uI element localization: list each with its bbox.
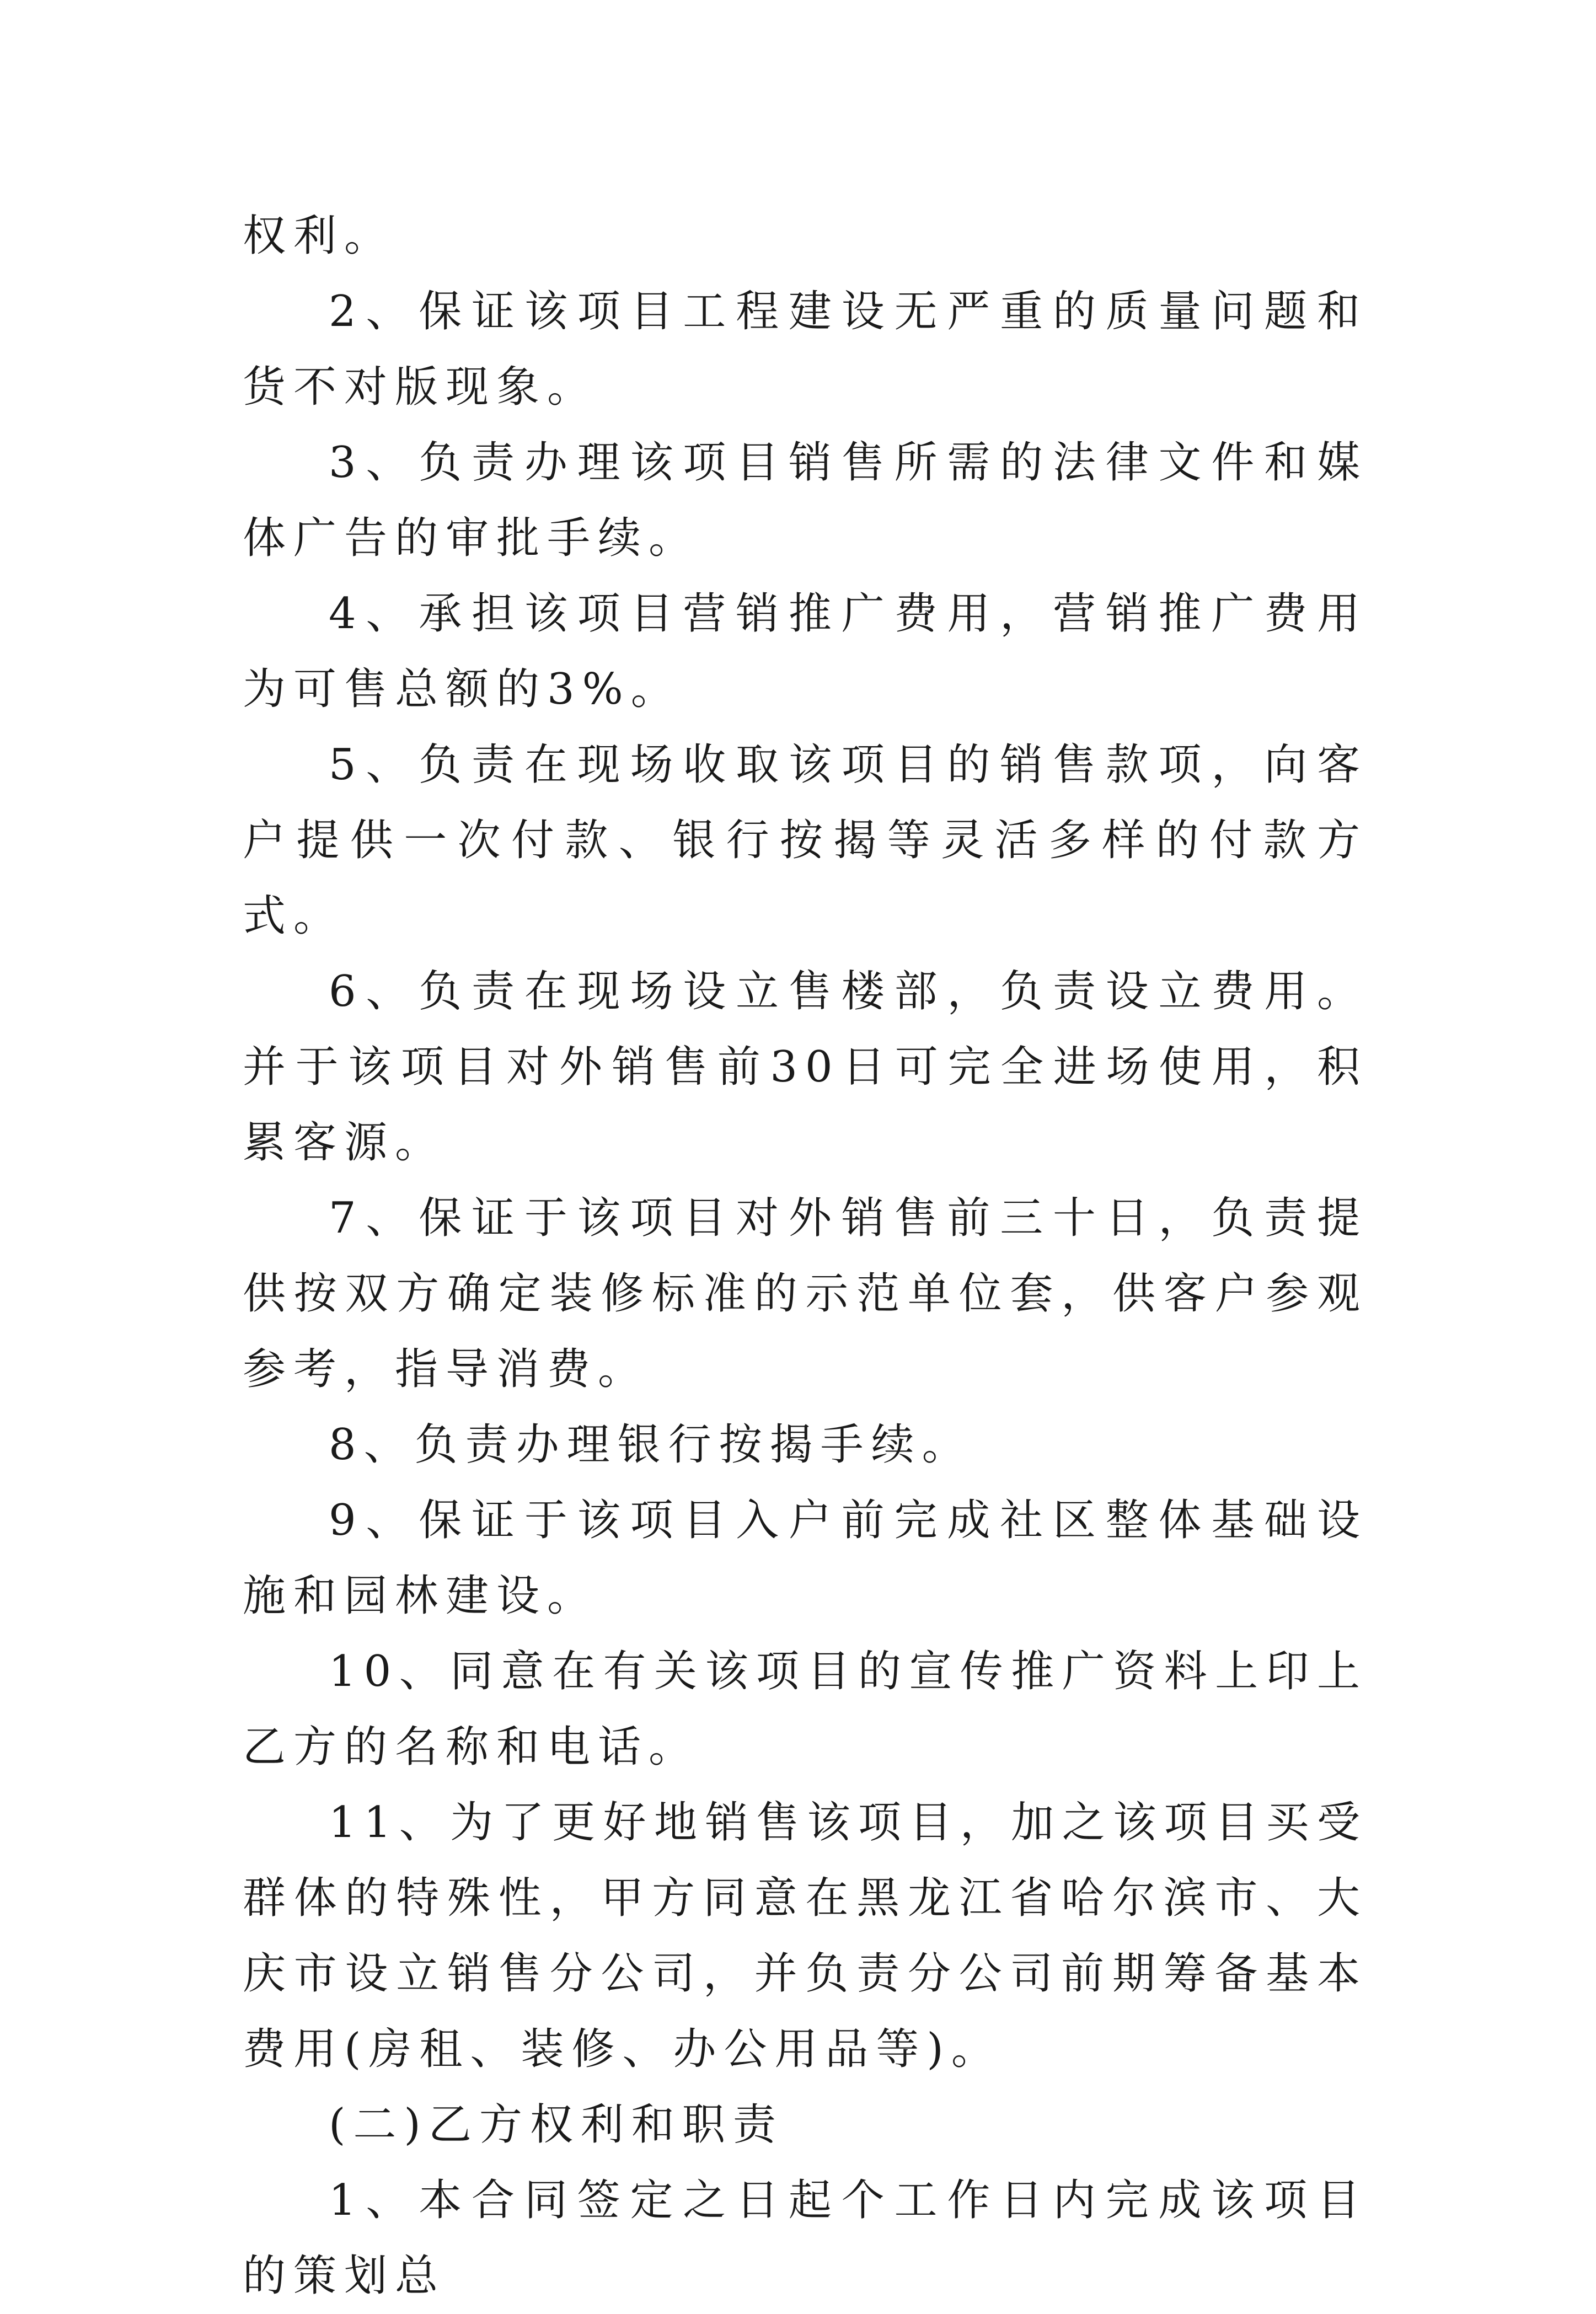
paragraph-12: 1、本合同签定之日起个工作日内完成该项目的策划总 (243, 2176, 1368, 2301)
paragraph-11: 11、为了更好地销售该项目，加之该项目买受群体的特殊性，甲方同意在黑龙江省哈尔滨市、大庆市设立销售分公司，并负责分公司前期筹备基本费用(房租、装修、办公用品等)。 (243, 1798, 1368, 2074)
paragraph-8: 8、负责办理银行按揭手续。 (329, 1420, 973, 1470)
paragraph-5: 5、负责在现场收取该项目的销售款项，向客户提供一次付款、银行按揭等灵活多样的付款方式。 (243, 740, 1368, 941)
document-body (243, 199, 1368, 2314)
paragraph-6: 6、负责在现场设立售楼部，负责设立费用。并于该项目对外销售前30日可完全进场使用，积累客源。 (243, 967, 1368, 1167)
paragraph-4: 4、承担该项目营销推广费用，营销推广费用为可售总额的3%。 (243, 589, 1368, 714)
paragraph-7: 7、保证于该项目对外销售前三十日，负责提供按双方确定装修标准的示范单位套，供客户参观参考，指导消费。 (243, 1193, 1368, 1394)
paragraph-3: 3、负责办理该项目销售所需的法律文件和媒体广告的审批手续。 (243, 438, 1368, 563)
paragraph-2: 2、保证该项目工程建设无严重的质量问题和货不对版现象。 (243, 287, 1368, 412)
paragraph-1: 权利。 (243, 211, 395, 261)
paragraph-9: 9、保证于该项目入户前完成社区整体基础设施和园林建设。 (243, 1496, 1368, 1621)
paragraph-10: 10、同意在有关该项目的宣传推广资料上印上乙方的名称和电话。 (243, 1647, 1368, 1772)
section-heading: (二)乙方权利和职责 (329, 2100, 784, 2150)
